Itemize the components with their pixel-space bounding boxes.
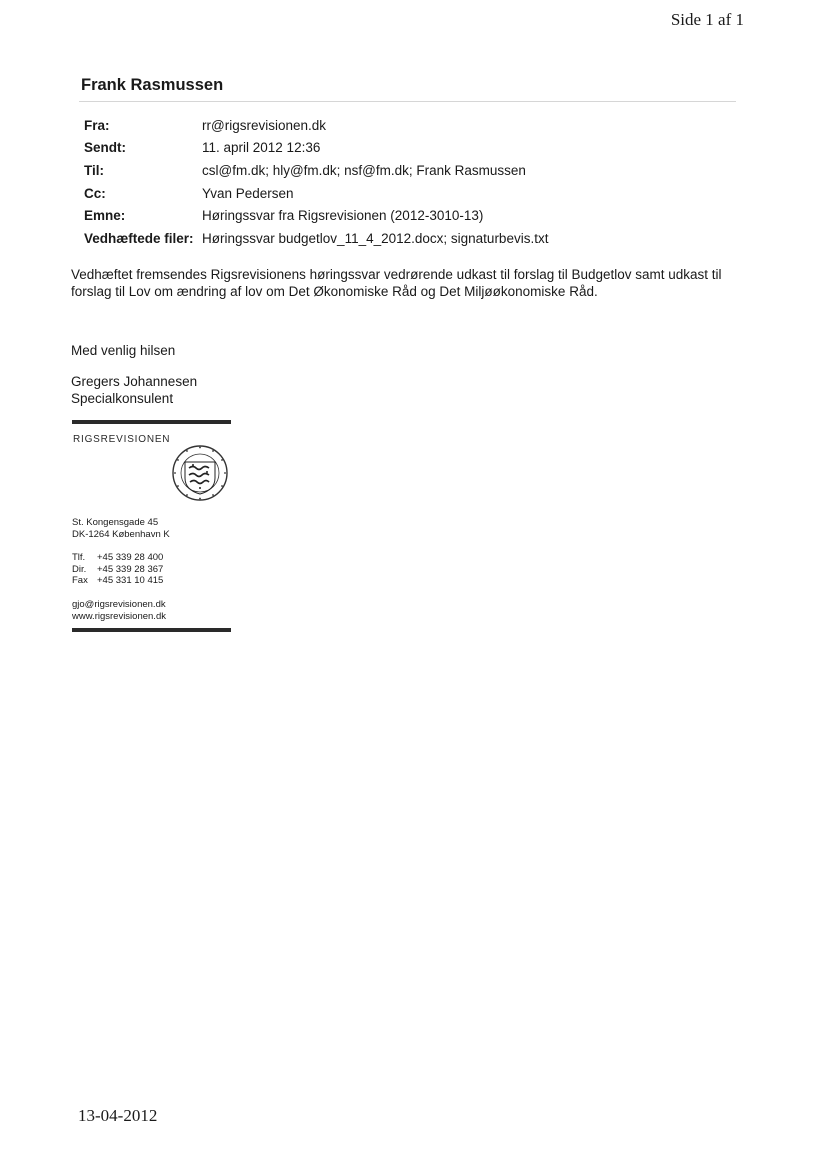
- header-row-from: [84, 114, 548, 137]
- header-label: Emne:: [84, 208, 126, 224]
- to-recipients[interactable]: csl@fm.dk; hly@fm.dk; nsf@fm.dk; Frank Rasmussen: [202, 162, 526, 178]
- header-label: Til:: [84, 162, 104, 178]
- print-date: 13-04-2012: [78, 1106, 158, 1125]
- header-row-sent: [84, 137, 548, 160]
- organization-name: RIGSREVISIONEN: [73, 434, 171, 445]
- header-row-subject: [84, 204, 548, 227]
- signature-block: [71, 374, 197, 407]
- address-block: [72, 517, 170, 540]
- sent-date: 11. april 2012 12:36: [202, 140, 321, 156]
- contact-links: [72, 599, 166, 622]
- signature-top-bar: [72, 420, 231, 424]
- attachments[interactable]: Høringssvar budgetlov_11_4_2012.docx; signaturbevis.txt: [202, 230, 549, 246]
- header-row-cc: [84, 182, 548, 205]
- closing-greeting: Med venlig hilsen: [71, 343, 176, 358]
- header-row-to: [84, 159, 548, 182]
- phone-label: Tlf.: [72, 552, 86, 563]
- phone-line-tlf: [72, 552, 163, 564]
- subject: Høringssvar fra Rigsrevisionen (2012-3010-13): [202, 208, 484, 224]
- phone-label: Fax: [72, 575, 88, 587]
- page-number: Side 1 af 1: [670, 10, 744, 29]
- email-header-table: [84, 114, 548, 250]
- mailbox-owner-name: Frank Rasmussen: [81, 76, 224, 94]
- phone-line-dir: [72, 564, 163, 576]
- phone-number[interactable]: +45 339 28 367: [97, 563, 164, 575]
- signature-title: Specialkonsulent: [71, 390, 174, 406]
- city-address: DK-1264 København K: [72, 528, 170, 540]
- phone-block: [72, 552, 163, 587]
- header-label: Cc:: [84, 185, 106, 201]
- header-divider: [79, 101, 736, 102]
- header-row-attachments: [84, 227, 548, 250]
- message-body: [71, 267, 761, 300]
- body-line: forslag til Lov om ændring af lov om Det Økonomiske Råd og Det Miljøøkonomiske Råd.: [71, 283, 598, 299]
- signature-name: Gregers Johannesen: [71, 374, 198, 389]
- email-link[interactable]: gjo@rigsrevisionen.dk: [72, 599, 166, 610]
- header-label: Fra:: [84, 117, 110, 133]
- phone-number[interactable]: +45 339 28 400: [97, 552, 164, 563]
- header-label: Vedhæftede filer:: [84, 230, 194, 246]
- signature-bottom-bar: [72, 628, 231, 632]
- header-label: Sendt:: [84, 140, 126, 156]
- fax-number: +45 331 10 415: [97, 575, 164, 587]
- phone-label: Dir.: [72, 563, 87, 575]
- body-line: Vedhæftet fremsendes Rigsrevisionens høringssvar vedrørende udkast til forslag til Budgetlov samt udkast til: [71, 267, 722, 282]
- folketinget-seal-icon: [169, 444, 231, 502]
- website-link[interactable]: www.rigsrevisionen.dk: [72, 610, 166, 622]
- street-address: St. Kongensgade 45: [72, 517, 159, 528]
- phone-line-fax: [72, 575, 163, 587]
- from-address[interactable]: rr@rigsrevisionen.dk: [202, 117, 326, 133]
- cc-recipients[interactable]: Yvan Pedersen: [202, 185, 294, 201]
